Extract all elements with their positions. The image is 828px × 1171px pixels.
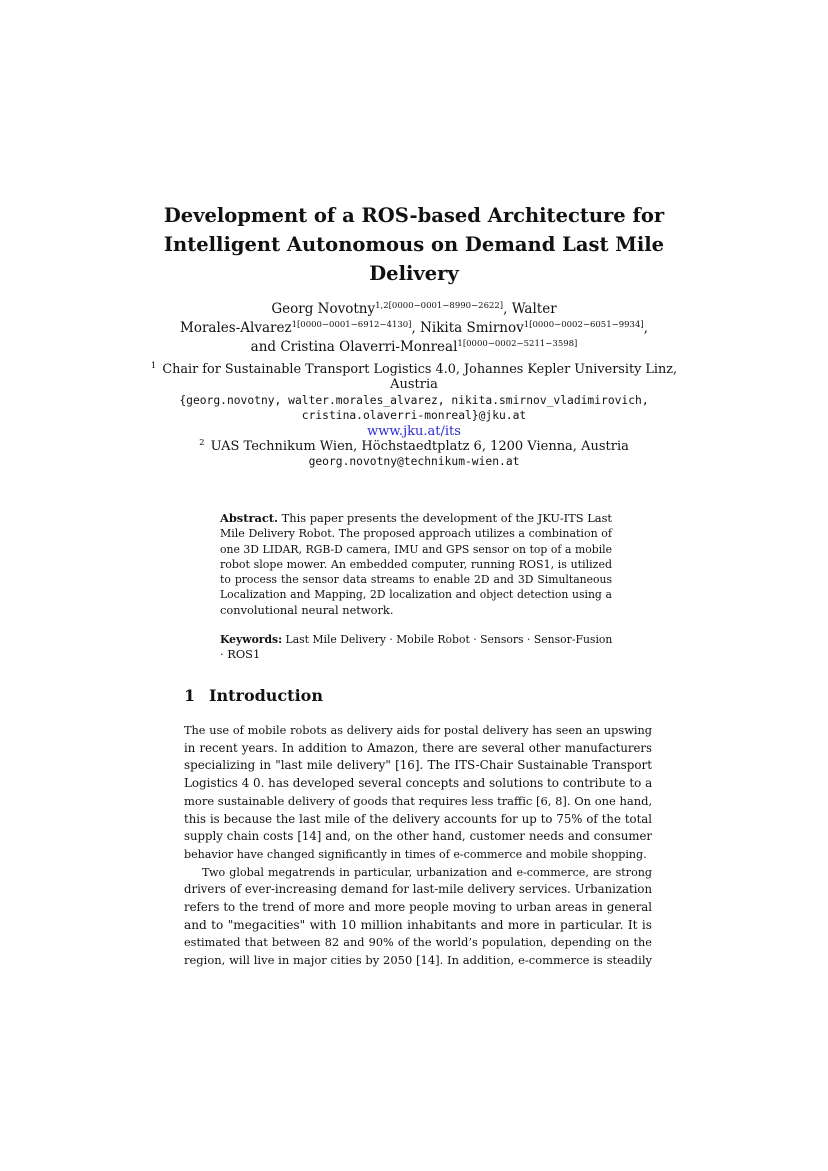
author-name: , Nikita Smirnov — [411, 320, 524, 336]
orcid-superscript: 1[0000−0002−5211−3598] — [457, 339, 578, 349]
author-line — [150, 338, 678, 357]
author-line — [150, 300, 678, 319]
keywords-label: Keywords: — [220, 633, 283, 647]
paragraph-line: Two global megatrends in particular, urbanization and e-commerce, are strong — [202, 865, 652, 879]
affiliation-mark: 1 — [150, 361, 157, 371]
email-line: cristina.olaverri-monreal}@jku.at — [301, 409, 527, 423]
abstract-label: Abstract. — [220, 511, 279, 525]
email-line: {georg.novotny, walter.morales_alvarez, nikita.smirnov_vladimirovich, — [179, 393, 649, 407]
author-line — [150, 319, 678, 338]
author-separator: , Walter — [503, 301, 557, 317]
orcid-superscript: 1[0000−0001−6912−4130] — [291, 320, 412, 330]
affiliation-line — [150, 439, 678, 454]
title-line: Intelligent Autonomous on Demand Last Mile — [163, 233, 665, 256]
orcid-superscript: 1,2[0000−0001−8990−2622] — [375, 301, 504, 311]
affiliation-text: UAS Technikum Wien, Höchstaedtplatz 6, 1200 Vienna, Austria — [210, 439, 629, 455]
author-separator: , — [643, 320, 648, 336]
keywords-line: Keywords: Last Mile Delivery · Mobile Robot · Sensors · Sensor-Fusion — [220, 633, 613, 647]
paper-title — [150, 201, 678, 288]
paragraph-line: drivers of ever-increasing demand for last-mile delivery services. Urbanization — [184, 882, 652, 897]
paragraph-line: and to "megacities" with 10 million inhabitants and more in particular. It is — [184, 917, 652, 932]
paragraph-line: estimated that between 82 and 90% of the world’s population, depending on the — [184, 936, 652, 950]
abstract-line: convolutional neural network. — [220, 602, 394, 617]
author-name: and Cristina Olaverri-Monreal — [250, 339, 458, 355]
abstract-line: Localization and Mapping, 2D localization and object detection using a — [220, 588, 612, 602]
section-number: 1 — [184, 686, 196, 705]
abstract-block — [220, 511, 612, 663]
affiliation-line: Austria — [390, 377, 438, 393]
paragraph-line: this is because the last mile of the delivery accounts for up to 75% of the total — [184, 811, 652, 826]
paragraph-line: region, will live in major cities by 2050 [14]. In addition, e-commerce is steadily — [184, 953, 652, 968]
orcid-superscript: 1[0000−0002−6051−9934] — [523, 320, 644, 330]
paragraph-line: more sustainable delivery of goods that requires less traffic [6, 8]. On one hand, — [184, 793, 653, 808]
keywords-block — [220, 632, 612, 663]
author-name: Morales-Alvarez — [180, 320, 292, 336]
keywords-line: · ROS1 — [220, 647, 261, 662]
paragraph-line: in recent years. In addition to Amazon, there are several other manufacturers — [184, 740, 652, 755]
website-link[interactable]: www.jku.at/its — [367, 423, 461, 439]
title-line: Development of a ROS-based Architecture for — [163, 204, 665, 227]
affiliations — [150, 362, 678, 470]
email-line: georg.novotny@technikum-wien.at — [308, 455, 520, 469]
abstract-line: one 3D LIDAR, RGB-D camera, IMU and GPS sensor on top of a mobile — [220, 542, 612, 556]
section-heading — [184, 686, 323, 705]
paragraph-line: refers to the trend of more and more people moving to urban areas in general — [184, 900, 652, 915]
author-list — [150, 300, 678, 357]
paragraph-line: The use of mobile robots as delivery aids for postal delivery has seen an upswing — [184, 724, 652, 737]
affiliation-text: Chair for Sustainable Transport Logistics 4.0, Johannes Kepler University Linz, — [162, 362, 678, 377]
author-name: Georg Novotny — [271, 301, 376, 317]
affiliation-mark: 2 — [199, 438, 205, 449]
affiliation-line — [150, 362, 678, 377]
body-text — [184, 722, 652, 970]
paragraph-line: Logistics 4 0. has developed several concepts and solutions to contribute to a — [184, 776, 653, 791]
abstract-line: Abstract. This paper presents the development of the JKU-ITS Last — [220, 511, 612, 525]
abstract-line: Mile Delivery Robot. The proposed approach utilizes a combination of — [220, 527, 612, 541]
title-line: Delivery — [369, 262, 459, 285]
abstract-line: to process the sensor data streams to enable 2D and 3D Simultaneous — [220, 573, 612, 587]
paragraph-line: behavior have changed significantly in times of e-commerce and mobile shopping. — [184, 847, 647, 861]
paragraph-line: specializing in "last mile delivery" [16]. The ITS-Chair Sustainable Transport — [184, 758, 652, 773]
paragraph-line: supply chain costs [14] and, on the other hand, customer needs and consumer — [184, 829, 652, 844]
section-title: Introduction — [209, 686, 323, 705]
abstract-line: robot slope mower. An embedded computer, running ROS1, is utilized — [220, 557, 612, 571]
